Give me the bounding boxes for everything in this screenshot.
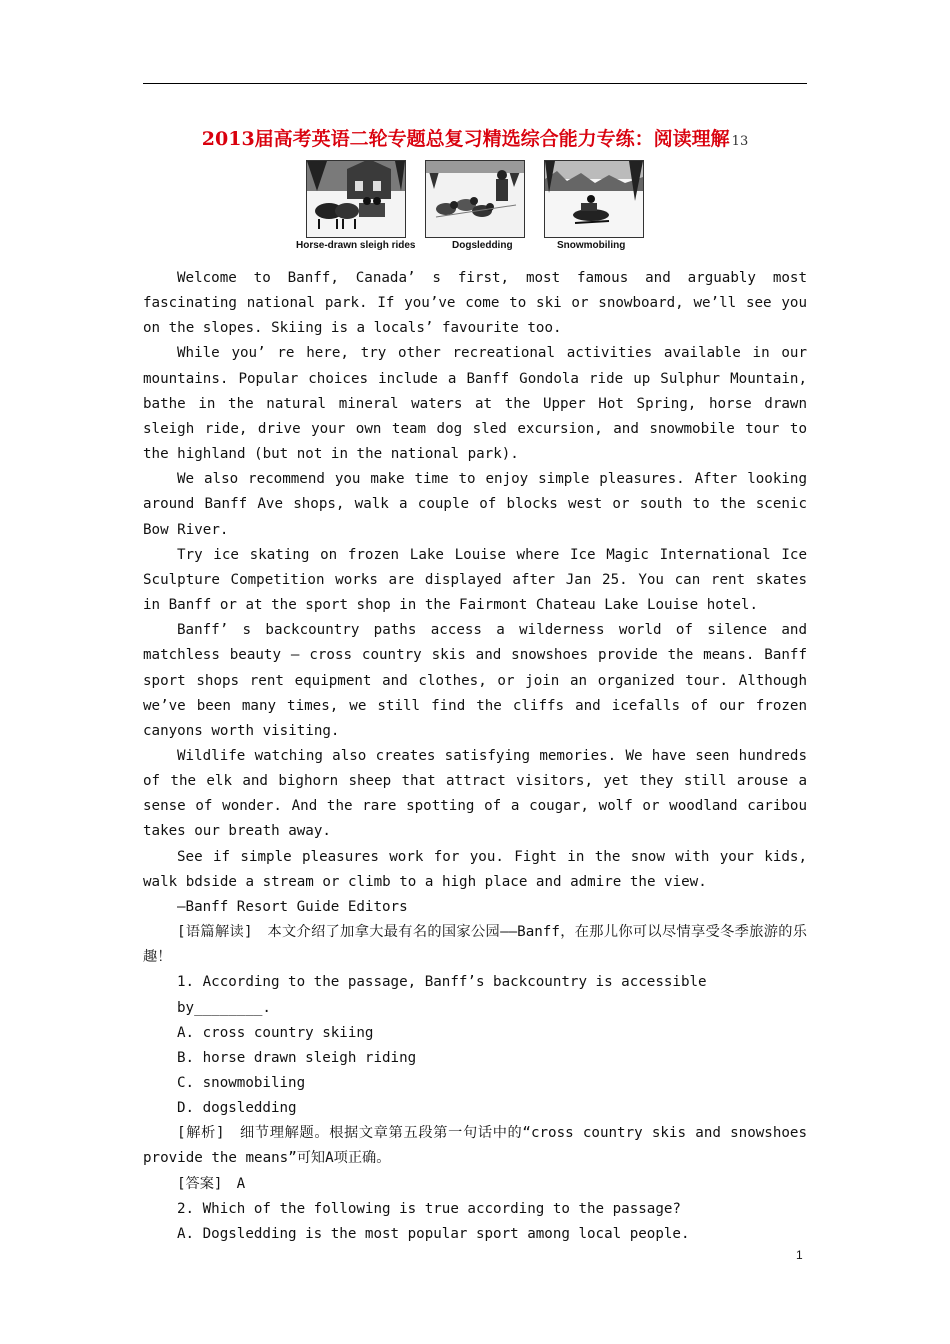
title-number: 13: [731, 134, 749, 149]
paragraph-2: While you’ re here, try other recreational activities available in our mountains. Popular choices include a Banff Gondola ride up Sulphur Mountain, bathe in the natural mineral waters at the Upper Hot Spring, horse drawn sleigh ride, drive your own team dog sled excursion, and snowmobile tour to the highland (but not in the national park).: [143, 345, 807, 463]
paragraph-3: We also recommend you make time to enjoy simple pleasures. After looking around Banff Ave shops, walk a couple of blocks west or south to the scenic Bow River.: [143, 471, 807, 538]
page-title: [143, 124, 807, 151]
q1-option-b: B. horse drawn sleigh riding: [177, 1049, 417, 1066]
question-1: 1. According to the passage, Banff’s backcountry is accessible by________.: [177, 974, 707, 1016]
title-text: 2013届高考英语二轮专题总复习精选综合能力专练：阅读理解: [201, 128, 730, 150]
paragraph-5: Banff’ s backcountry paths access a wilderness world of silence and matchless beauty — cross country skis and snowshoes provide the means. Banff sport shops rent equipment and clothes, or join an organized tour. Although we’ve been many times, we still find the cliffs and icefalls of our frozen canyons worth visiting.: [143, 622, 807, 739]
header-rule: [143, 83, 807, 84]
paragraph-7: See if simple pleasures work for you. Fight in the snow with your kids, walk bdside a stream or climb to a high place and admire the view.: [143, 848, 807, 890]
q1-option-c: C. snowmobiling: [177, 1075, 306, 1091]
paragraph-6: Wildlife watching also creates satisfying memories. We have seen hundreds of the elk and bighorn sheep that attract visitors, yet they still arouse a sense of wonder. And the rare spotting of a cougar, wolf or woodland caribou takes our breath away.: [143, 747, 807, 840]
q1-option-d: D. dogsledding: [177, 1100, 297, 1117]
caption-dogsledding: Dogsledding: [452, 240, 513, 251]
photo-strip: [296, 160, 646, 260]
analysis-intro: [语篇解读] 本文介绍了加拿大最有名的国家公园——Banff，在那儿你可以尽情享受冬季旅游的乐趣！: [143, 924, 807, 966]
page-number: 1: [796, 1248, 803, 1262]
q1-answer: [答案] A: [177, 1175, 246, 1192]
q1-explanation: [解析] 细节理解题。根据文章第五段第一句话中的“cross country skis and snowshoes provide the means”可知A项正确。: [143, 1125, 807, 1167]
source-credit: —Banff Resort Guide Editors: [177, 898, 408, 915]
q1-option-a: A. cross country skiing: [177, 1024, 374, 1041]
paragraph-1: Welcome to Banff, Canada’ s first, most famous and arguably most fascinating national park. If you’ve come to ski or snowboard, we’ll see you on the slopes. Skiing is a locals’ favourite too.: [143, 270, 807, 337]
question-2: 2. Which of the following is true according to the passage?: [177, 1200, 681, 1217]
article-body: [143, 266, 807, 1247]
caption-snowmobiling: Snowmobiling: [557, 240, 626, 251]
paragraph-4: Try ice skating on frozen Lake Louise where Ice Magic International Ice Sculpture Competition works are displayed after Jan 25. You can rent skates in Banff or at the sport shop in the Fairmont Chateau Lake Louise hotel.: [143, 546, 807, 614]
dogsled-photo: [425, 160, 525, 238]
horse-sleigh-photo: [306, 160, 406, 238]
q2-option-a: A. Dogsledding is the most popular sport among local people.: [177, 1225, 690, 1242]
snowmobile-photo: [544, 160, 644, 238]
caption-horse-sleigh: Horse-drawn sleigh rides: [296, 240, 416, 251]
